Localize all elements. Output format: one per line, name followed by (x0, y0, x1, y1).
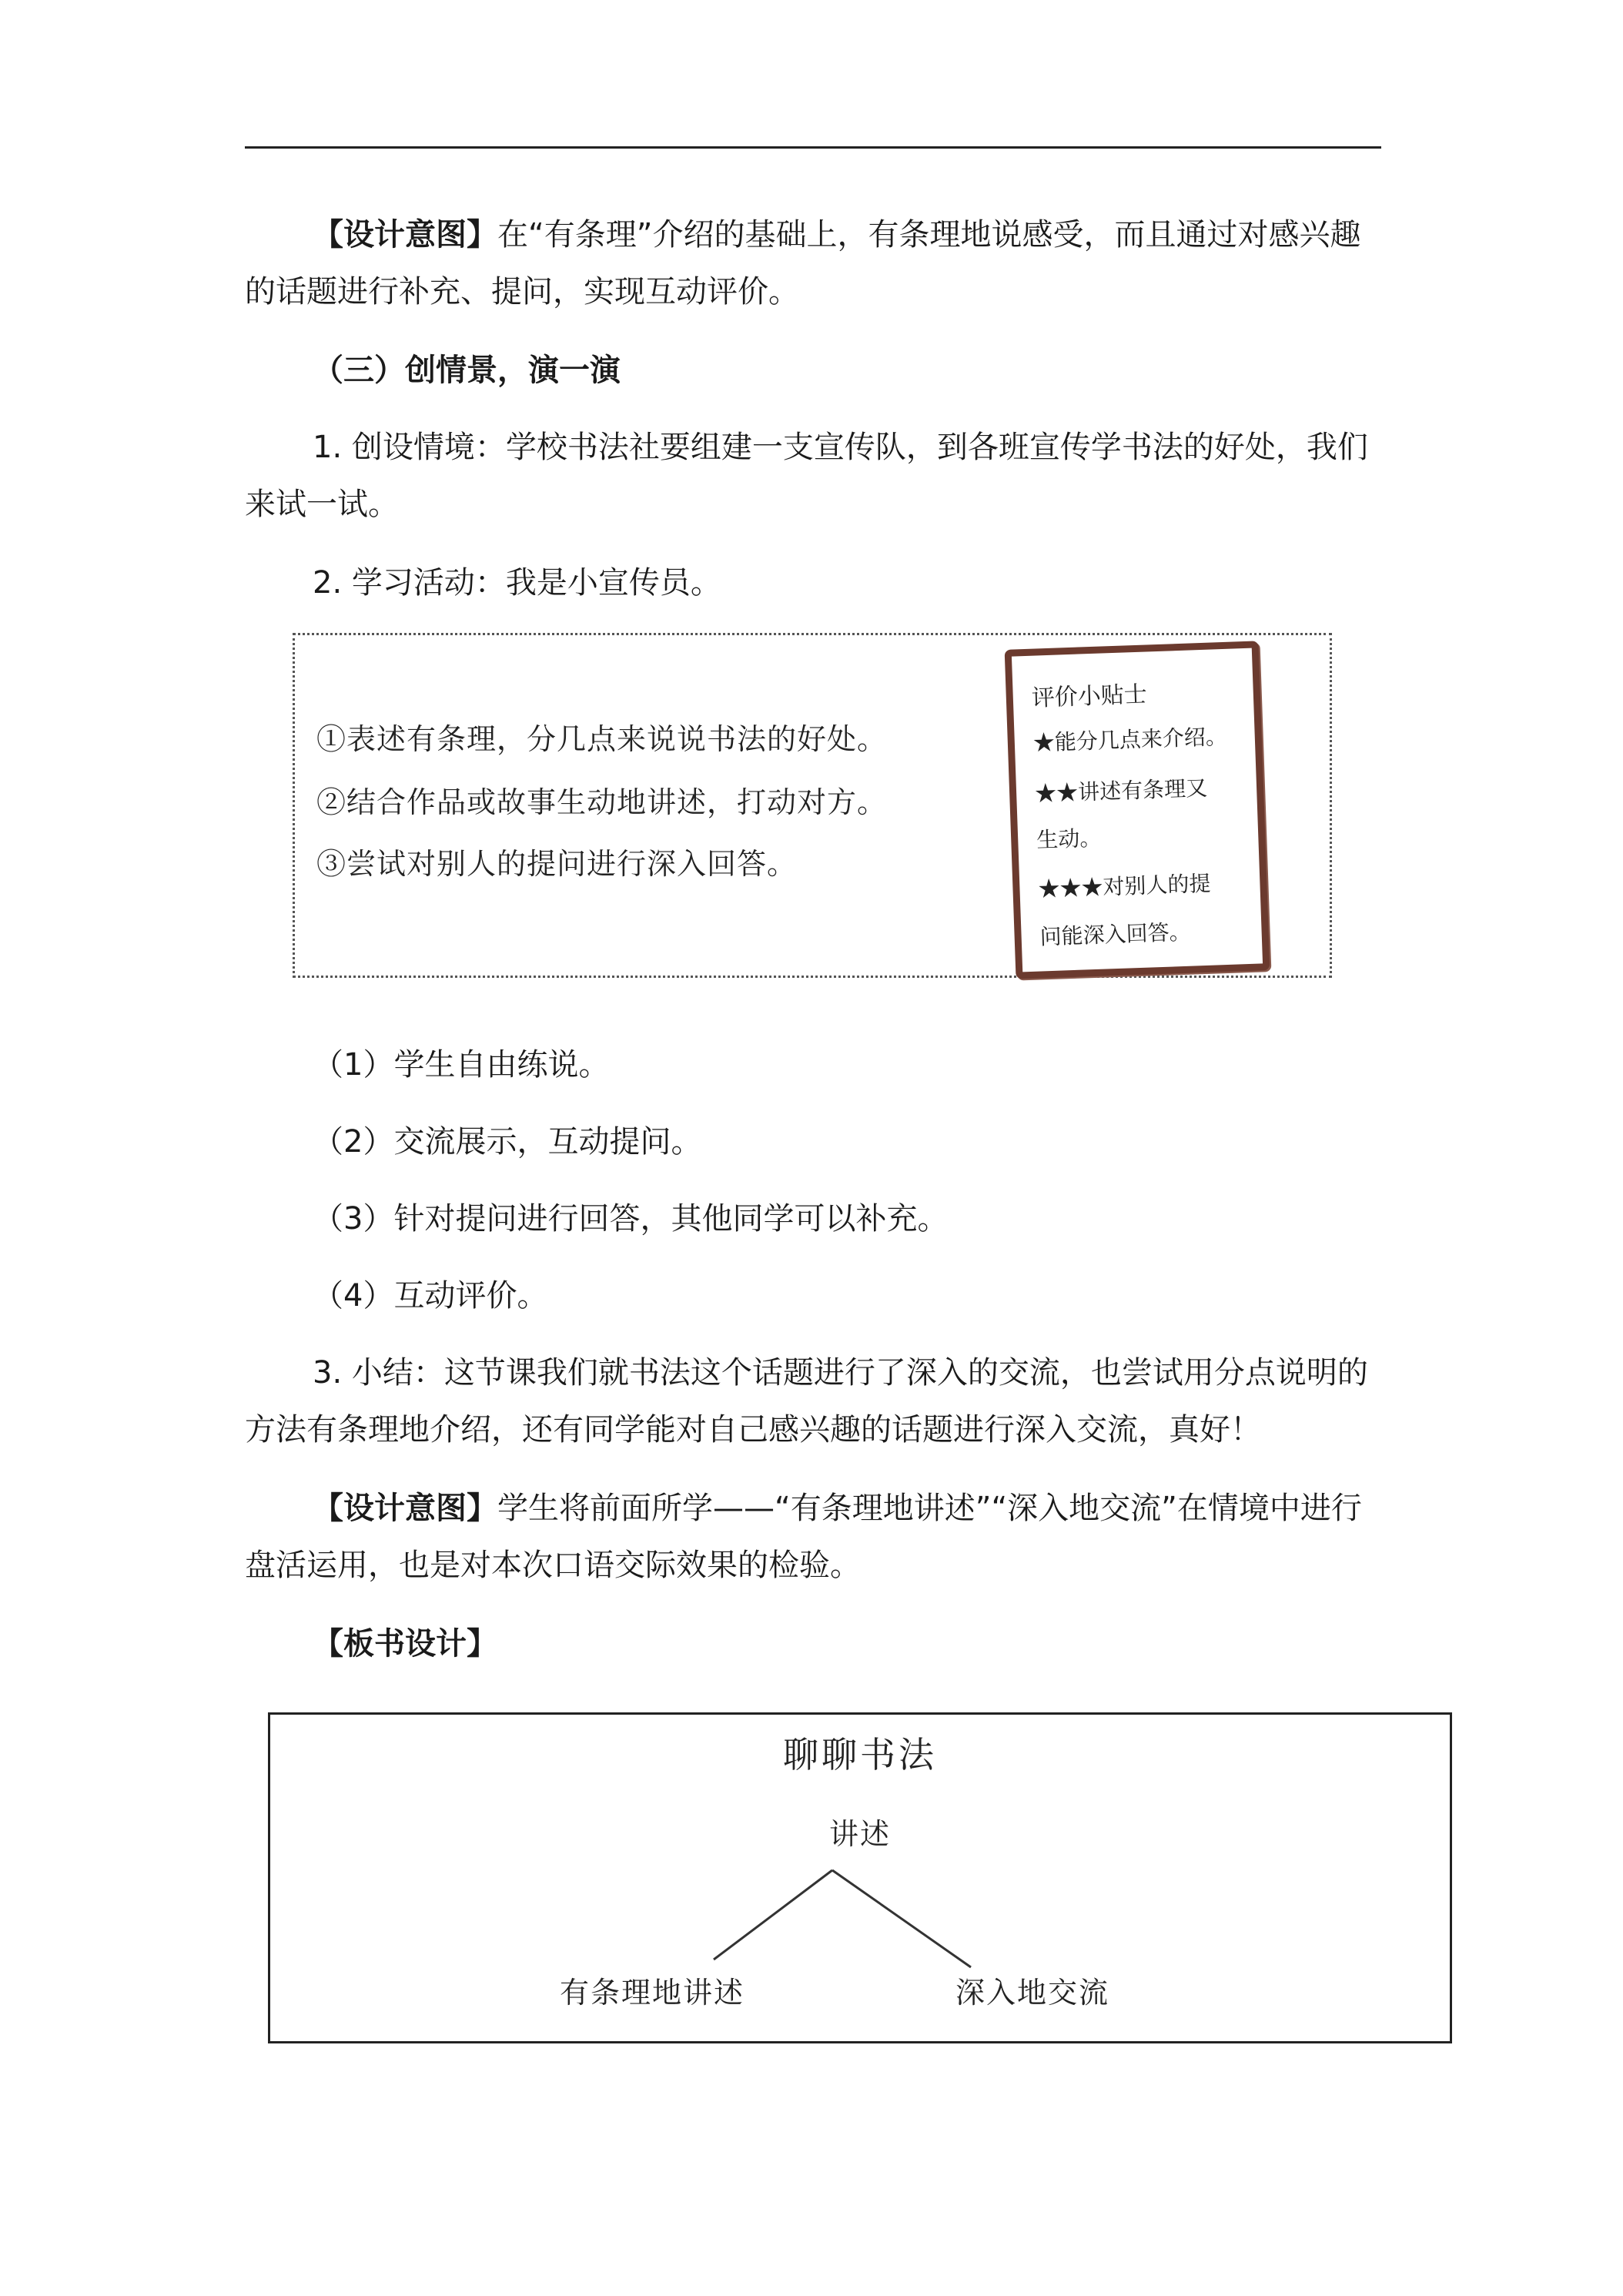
board-root-node: 讲述 (828, 1817, 891, 1851)
evaluation-card-line-4: ★★★对别人的提 (1037, 870, 1211, 902)
substep-2: （2）交流展示，互动提问。 (313, 1124, 702, 1160)
substep-4: （4）互动评价。 (313, 1278, 548, 1314)
activity-requirement-1: ①表述有条理，分几点来说说书法的好处。 (316, 722, 888, 756)
substep-3: （3）针对提问进行回答，其他同学可以补充。 (313, 1201, 949, 1237)
evaluation-card-line-1: ★能分几点来介绍。 (1032, 723, 1228, 756)
evaluation-card-line-5: 问能深入回答。 (1039, 919, 1192, 950)
section-heading-3: （三）创情景，演一演 (313, 353, 621, 388)
substep-1: （1）学生自由练说。 (313, 1047, 610, 1083)
header-rule (245, 146, 1381, 149)
design-intent-tag: 【设计意图】 (313, 217, 497, 253)
board-design-heading: 【板书设计】 (313, 1626, 497, 1662)
step-3-summary-paragraph: 3. 小结：这节课我们就书法这个话题进行了深入的交流，也尝试用分点说明的方法有条理地介绍，还有同学能对自己感兴趣的话题进行深入交流，真好！ (245, 1355, 1368, 1448)
board-branch-lines (270, 1715, 1450, 2041)
board-left-node: 有条理地讲述 (560, 1976, 745, 2010)
evaluation-card-line-3: 生动。 (1036, 825, 1102, 853)
design-intent-text: 学生将前面所学——“有条理地讲述”“深入地交流”在情境中进行盘活运用，也是对本次口语交际效果的检验。 (245, 1491, 1362, 1583)
activity-requirement-3: ③尝试对别人的提问进行深入回答。 (316, 847, 798, 881)
board-right-node: 深入地交流 (955, 1976, 1110, 2010)
design-intent-paragraph-2 (245, 1480, 1381, 1594)
board-title: 聊聊书法 (783, 1734, 937, 1776)
design-intent-paragraph-1 (245, 206, 1381, 320)
evaluation-card-title: 评价小贴士 (1031, 681, 1148, 712)
step-2-paragraph: 2. 学习活动：我是小宣传员。 (313, 565, 721, 601)
evaluation-tips-card (1005, 641, 1270, 979)
design-intent-tag: 【设计意图】 (313, 1491, 497, 1526)
activity-requirement-2: ②结合作品或故事生动地讲述，打动对方。 (316, 785, 888, 819)
step-1-paragraph: 1. 创设情境：学校书法社要组建一支宣传队，到各班宣传学书法的好处，我们来试一试。 (245, 430, 1368, 522)
blackboard-design-box (268, 1712, 1452, 2043)
design-intent-text: 在“有条理”介绍的基础上，有条理地说感受，而且通过对感兴趣的话题进行补充、提问，实现互动评价。 (245, 217, 1361, 310)
evaluation-card-line-2: ★★讲述有条理又 (1034, 775, 1208, 807)
